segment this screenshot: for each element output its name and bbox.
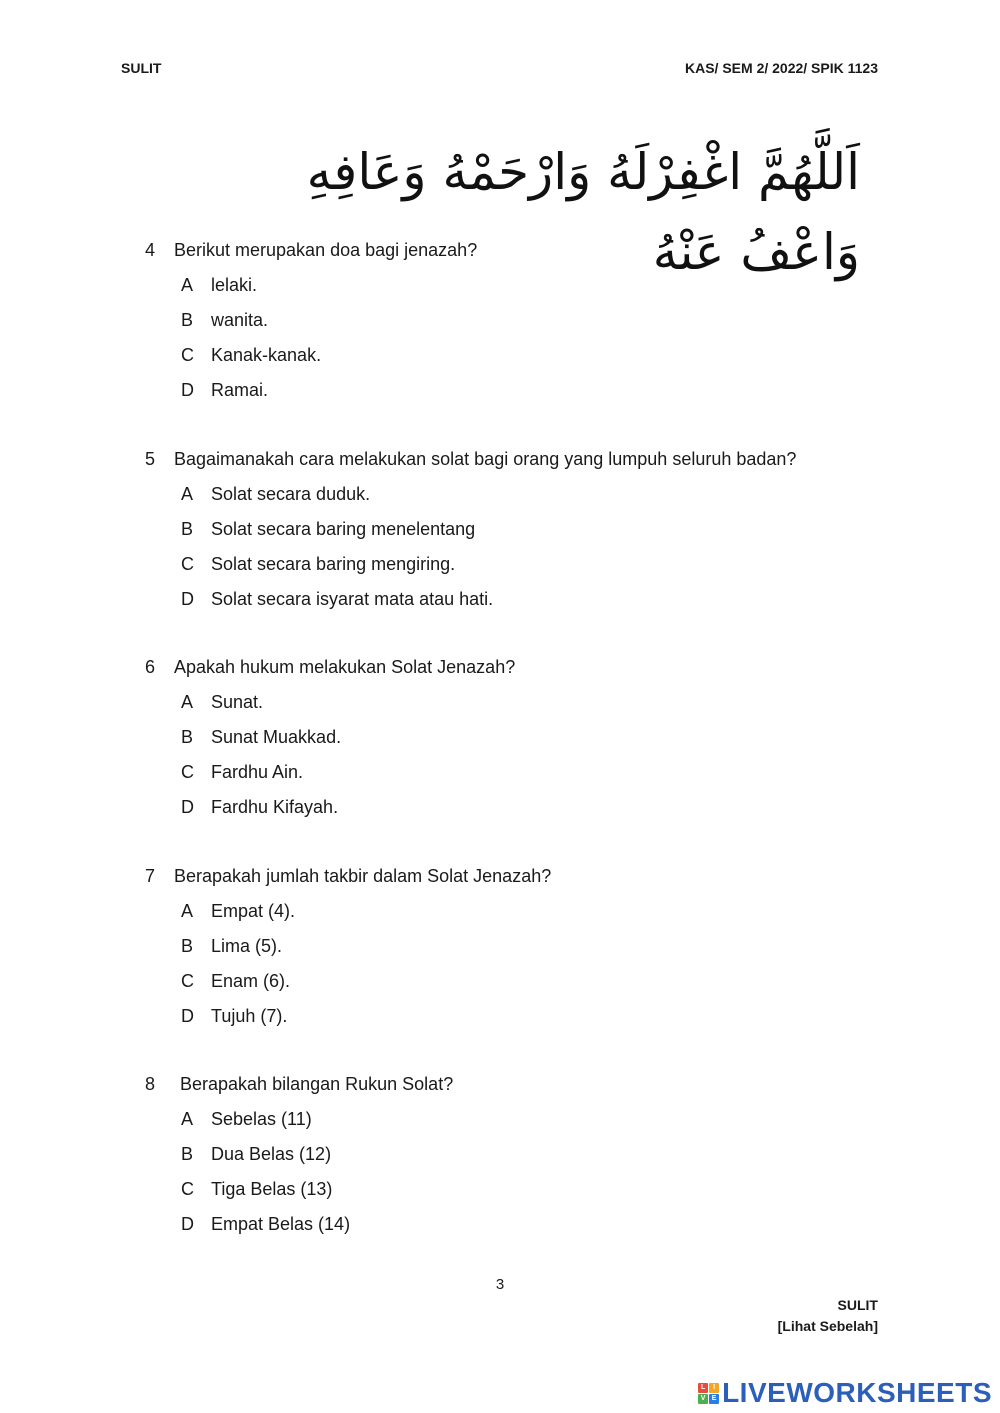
option-letter: D [181,380,194,400]
option-letter: D [181,1214,194,1234]
option-letter: A [181,484,194,504]
question-text: Berikut merupakan doa bagi jenazah? [174,240,478,260]
logo-mark-cell: L [698,1383,708,1393]
question-text: Apakah hukum melakukan Solat Jenazah? [174,657,516,677]
option-text: Sunat Muakkad. [211,727,342,747]
option-letter: A [181,1109,194,1129]
footer-sulit: SULIT [837,1297,878,1313]
header-right: KAS/ SEM 2/ 2022/ SPIK 1123 [685,60,878,76]
option-text: Enam (6). [211,971,291,991]
header-left: SULIT [121,60,162,76]
option-letter: D [181,797,194,817]
option-text: Empat (4). [211,901,296,921]
logo-mark-cell: V [698,1394,708,1404]
option-text: Solat secara baring mengiring. [211,554,456,574]
question-number: 8 [145,1074,156,1094]
option-letter: D [181,589,194,609]
arabic-prayer-text: اَللَّهُمَّ اغْفِرْلَهُ وَارْحَمْهُ وَعَافِهِ وَاعْفُ عَنْهُ [306,143,860,281]
option-letter: C [181,971,194,991]
option-text: Sunat. [211,692,264,712]
logo-mark-cell: I [709,1383,719,1393]
option-letter: A [181,275,194,295]
footer-next-page: [Lihat Sebelah] [777,1318,878,1334]
option-text: Tiga Belas (13) [211,1179,333,1199]
question-number: 6 [145,657,156,677]
option-letter: C [181,1179,194,1199]
option-text: Fardhu Ain. [211,762,304,782]
option-letter: C [181,762,194,782]
option-letter: D [181,1006,194,1026]
option-text: Kanak-kanak. [211,345,322,365]
liveworksheets-logo[interactable] [698,1378,992,1408]
option-text: Empat Belas (14) [211,1214,351,1234]
logo-text: LIVEWORKSHEETS [722,1377,992,1408]
option-letter: B [181,1144,194,1164]
question-number: 4 [145,240,156,260]
option-letter: B [181,519,194,539]
option-text: Dua Belas (12) [211,1144,332,1164]
question-text: Berapakah bilangan Rukun Solat? [180,1074,454,1094]
option-letter: C [181,345,194,365]
option-text: Solat secara duduk. [211,484,371,504]
option-text: Fardhu Kifayah. [211,797,339,817]
logo-mark-cell: E [709,1394,719,1404]
option-letter: A [181,692,194,712]
option-text: lelaki. [211,275,258,295]
option-letter: A [181,901,194,921]
question-number: 5 [145,449,156,469]
option-text: Solat secara baring menelentang [211,519,476,539]
option-text: Tujuh (7). [211,1006,288,1026]
page-number: 3 [495,1276,505,1293]
option-letter: B [181,936,194,956]
option-text: Lima (5). [211,936,283,956]
option-letter: B [181,310,194,330]
option-text: Sebelas (11) [211,1109,312,1129]
option-text: Ramai. [211,380,269,400]
logo-mark-icon [698,1383,719,1404]
question-text: Berapakah jumlah takbir dalam Solat Jenazah? [174,866,552,886]
option-letter: B [181,727,194,747]
question-text: Bagaimanakah cara melakukan solat bagi orang yang lumpuh seluruh badan? [174,449,797,469]
option-text: wanita. [211,310,269,330]
question-number: 7 [145,866,156,886]
option-text: Solat secara isyarat mata atau hati. [211,589,494,609]
option-letter: C [181,554,194,574]
